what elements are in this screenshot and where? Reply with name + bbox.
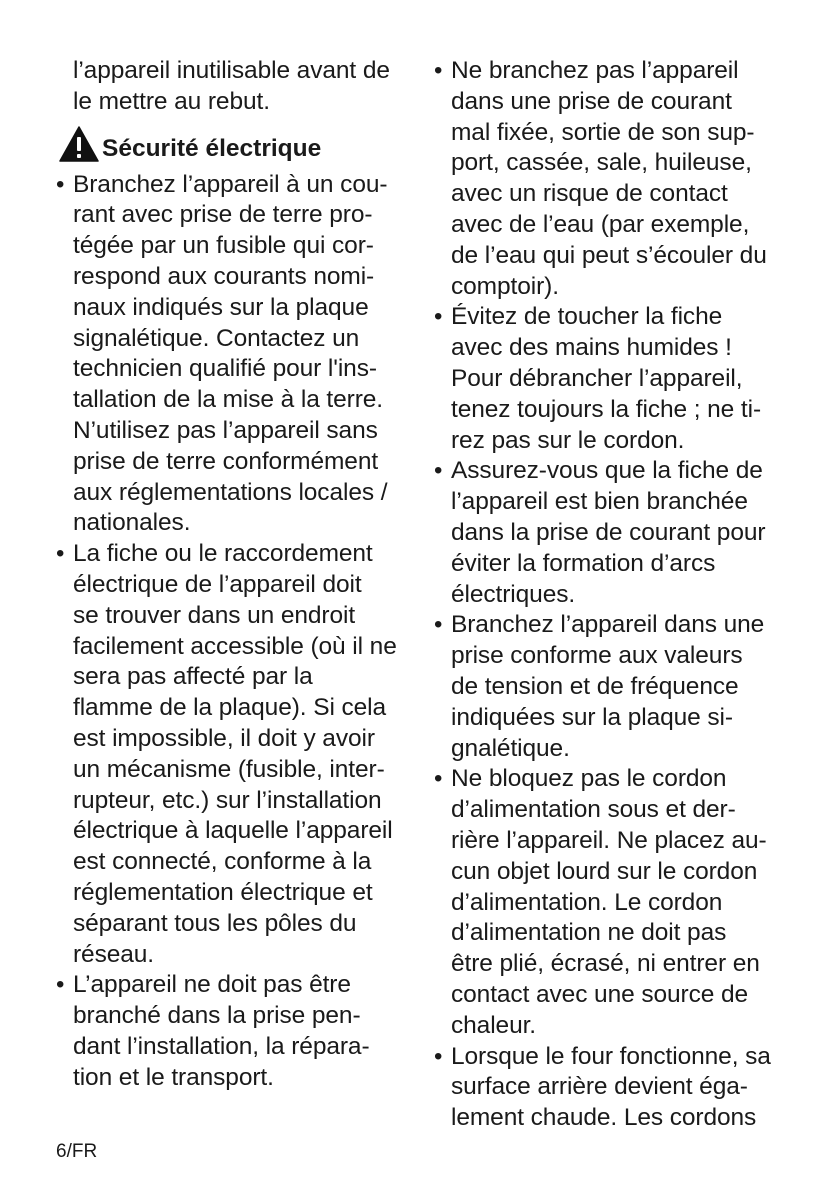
bullet-marker: • xyxy=(434,1042,443,1070)
page-number: 6/FR xyxy=(56,1141,98,1162)
text-line: cun objet lourd sur le cordon xyxy=(451,857,758,885)
section-title: Sécurité électrique xyxy=(102,134,322,162)
text-line: est impossible, il doit y avoir xyxy=(73,724,375,752)
text-line: de tension et de fréquence xyxy=(451,672,739,700)
text-line: flamme de la plaque). Si cela xyxy=(73,694,387,722)
text-line: Pour débrancher l’appareil, xyxy=(451,364,743,392)
text-line: technicien qualifié pour l'ins- xyxy=(73,355,377,383)
right-column xyxy=(434,56,790,1134)
bullet-marker: • xyxy=(434,765,443,793)
bullet-list xyxy=(56,170,412,1094)
text-line: est connecté, conforme à la xyxy=(73,848,372,876)
text-line: aux réglementations locales / xyxy=(73,478,388,506)
list-item xyxy=(434,610,790,764)
text-line: nationales. xyxy=(73,509,191,537)
text-line: avec un risque de contact xyxy=(451,180,728,208)
list-item xyxy=(56,539,412,970)
text-line: dans une prise de courant xyxy=(451,87,732,115)
text-line: chaleur. xyxy=(451,1011,537,1039)
text-line: Branchez l’appareil dans une xyxy=(451,611,765,639)
text-line: respond aux courants nomi- xyxy=(73,262,375,290)
text-line: rupteur, etc.) sur l’installation xyxy=(73,786,382,814)
bullet-marker: • xyxy=(434,457,443,485)
text-line: gnalétique. xyxy=(451,734,570,762)
text-line: se trouver dans un endroit xyxy=(73,601,356,629)
list-item xyxy=(434,764,790,1041)
list-item xyxy=(56,170,412,540)
text-line: d’alimentation sous et der- xyxy=(451,796,736,824)
text-line: Ne branchez pas l’appareil xyxy=(451,57,739,84)
bullet-marker: • xyxy=(56,540,65,568)
text-line: rez pas sur le cordon. xyxy=(451,426,685,454)
bullet-marker: • xyxy=(56,170,65,198)
text-line: branché dans la prise pen- xyxy=(73,1002,361,1030)
text-line: tenez toujours la fiche ; ne ti- xyxy=(451,395,762,423)
section-heading xyxy=(56,124,412,170)
bullet-list xyxy=(434,56,790,1134)
text-line: Lorsque le four fonctionne, sa xyxy=(451,1042,771,1070)
text-line: électriques. xyxy=(451,580,576,608)
text-line: électrique à laquelle l’appareil xyxy=(73,817,393,845)
text-line: comptoir). xyxy=(451,272,559,300)
text-line: La fiche ou le raccordement xyxy=(73,540,373,568)
text-line: rant avec prise de terre pro- xyxy=(73,201,373,229)
bullet-marker: • xyxy=(434,57,443,84)
text-line: indiquées sur la plaque si- xyxy=(451,703,733,731)
text-line: contact avec une source de xyxy=(451,980,749,1008)
text-line: signalétique. Contactez un xyxy=(73,324,360,352)
text-line: être plié, écrasé, ni entrer en xyxy=(451,950,760,978)
text-line: mal fixée, sortie de son sup- xyxy=(451,118,755,146)
text-line: naux indiqués sur la plaque xyxy=(73,293,369,321)
intro-paragraph xyxy=(56,56,412,118)
text-line: tion et le transport. xyxy=(73,1063,274,1091)
text-line: prise de terre conformément xyxy=(73,447,379,475)
text-line: avec des mains humides ! xyxy=(451,334,732,362)
bullet-marker: • xyxy=(434,611,443,639)
list-item xyxy=(434,1042,790,1134)
text-line: L’appareil ne doit pas être xyxy=(73,971,351,999)
text-line: réglementation électrique et xyxy=(73,878,373,906)
text-line: port, cassée, sale, huileuse, xyxy=(451,149,752,177)
list-item xyxy=(56,970,412,1093)
text-line: Branchez l’appareil à un cou- xyxy=(73,170,388,198)
left-column xyxy=(56,56,412,1094)
text-line: un mécanisme (fusible, inter- xyxy=(73,755,385,783)
text-line: N’utilisez pas l’appareil sans xyxy=(73,416,378,444)
text-line: tégée par un fusible qui cor- xyxy=(73,232,374,260)
text-line: lement chaude. Les cordons xyxy=(451,1104,757,1132)
text-line: d’alimentation ne doit pas xyxy=(451,919,727,947)
text-line: séparant tous les pôles du xyxy=(73,909,357,937)
list-item xyxy=(434,302,790,456)
text-line: Assurez-vous que la fiche de xyxy=(451,457,763,485)
text-line: facilement accessible (où il ne xyxy=(73,632,397,660)
text-line: prise conforme aux valeurs xyxy=(451,642,743,670)
text-line: sera pas affecté par la xyxy=(73,663,313,691)
list-item xyxy=(434,456,790,610)
text-line: rière l’appareil. Ne placez au- xyxy=(451,826,767,854)
bullet-marker: • xyxy=(434,303,443,331)
text-line: dant l’installation, la répara- xyxy=(73,1032,370,1060)
text-line: réseau. xyxy=(73,940,155,968)
text-line: électrique de l’appareil doit xyxy=(73,570,362,598)
text-line: le mettre au rebut. xyxy=(73,87,270,115)
text-line: avec de l’eau (par exemple, xyxy=(451,210,750,238)
text-line: tallation de la mise à la terre. xyxy=(73,386,384,414)
text-line: Évitez de toucher la fiche xyxy=(451,303,723,331)
text-line: surface arrière devient éga- xyxy=(451,1073,748,1101)
bullet-marker: • xyxy=(56,971,65,999)
text-line: éviter la formation d’arcs xyxy=(451,549,716,577)
text-line: l’appareil inutilisable avant de xyxy=(73,57,390,84)
text-line: l’appareil est bien branchée xyxy=(451,488,748,516)
warning-triangle-icon xyxy=(59,126,99,162)
text-line: d’alimentation. Le cordon xyxy=(451,888,723,916)
text-line: dans la prise de courant pour xyxy=(451,518,766,546)
list-item xyxy=(434,56,790,302)
text-line: de l’eau qui peut s’écouler du xyxy=(451,241,767,269)
text-line: Ne bloquez pas le cordon xyxy=(451,765,727,793)
